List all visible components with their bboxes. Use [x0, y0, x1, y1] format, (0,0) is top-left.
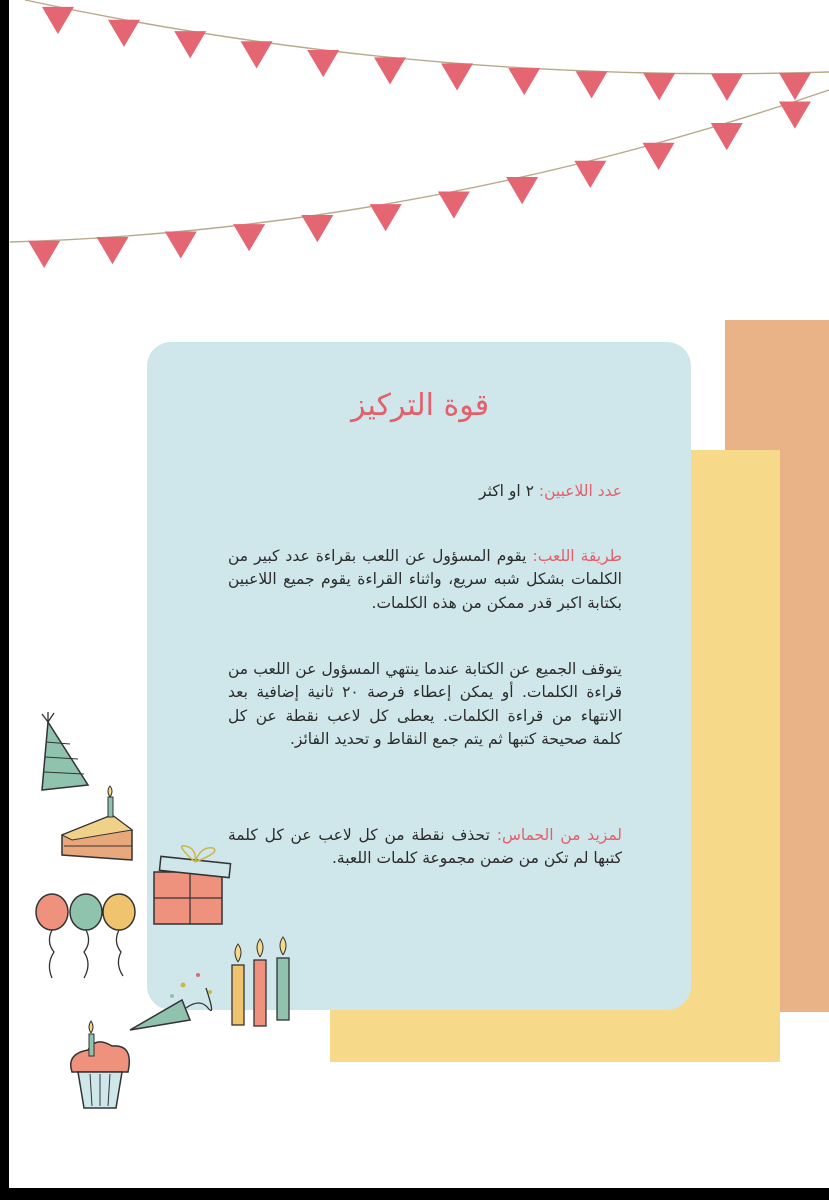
how-to-play-label: طريقة اللعب:: [532, 547, 622, 565]
players-label: عدد اللاعبين:: [538, 482, 622, 500]
cupcake-icon: [71, 1021, 130, 1108]
cake-slice-icon: [62, 786, 132, 860]
extra-fun-text: تحذف نقطة من كل لاعب عن كل كلمة كتبها لم تكن من ضمن مجموعة كلمات اللعبة.: [228, 826, 622, 868]
page-title: قوة التركيز: [350, 388, 490, 423]
rules-paragraph: يتوقف الجميع عن الكتابة عندما ينتهي المسؤول عن اللعب من قراءة الكلمات. أو يمكن إعطاء فرصة ٢٠ ثانية إضافية بعد الانتهاء من قراءة الكلمات. يعطى كل لاعب نقطة عن كل كلمة صحيحة كتبها ثم يتم جمع النقاط و تحديد الفائز.: [228, 660, 622, 749]
players-value: ٢ او اكثر: [479, 482, 534, 500]
bottom-border: [0, 1188, 829, 1200]
candles-icon: [232, 937, 289, 1026]
party-horn-icon: [130, 973, 212, 1030]
balloons-icon: [36, 894, 135, 978]
left-border: [0, 0, 9, 1200]
party-hat-icon: [42, 712, 88, 790]
how-to-play-text: يقوم المسؤول عن اللعب بقراءة عدد كبير من الكلمات بشكل شبه سريع، واثناء القراءة يقوم جميع اللاعبين بكتابة اكبر قدر ممكن من هذه الكلمات.: [228, 547, 622, 612]
gift-box-icon: [154, 846, 231, 924]
extra-fun-label: لمزيد من الحماس:: [496, 826, 622, 844]
